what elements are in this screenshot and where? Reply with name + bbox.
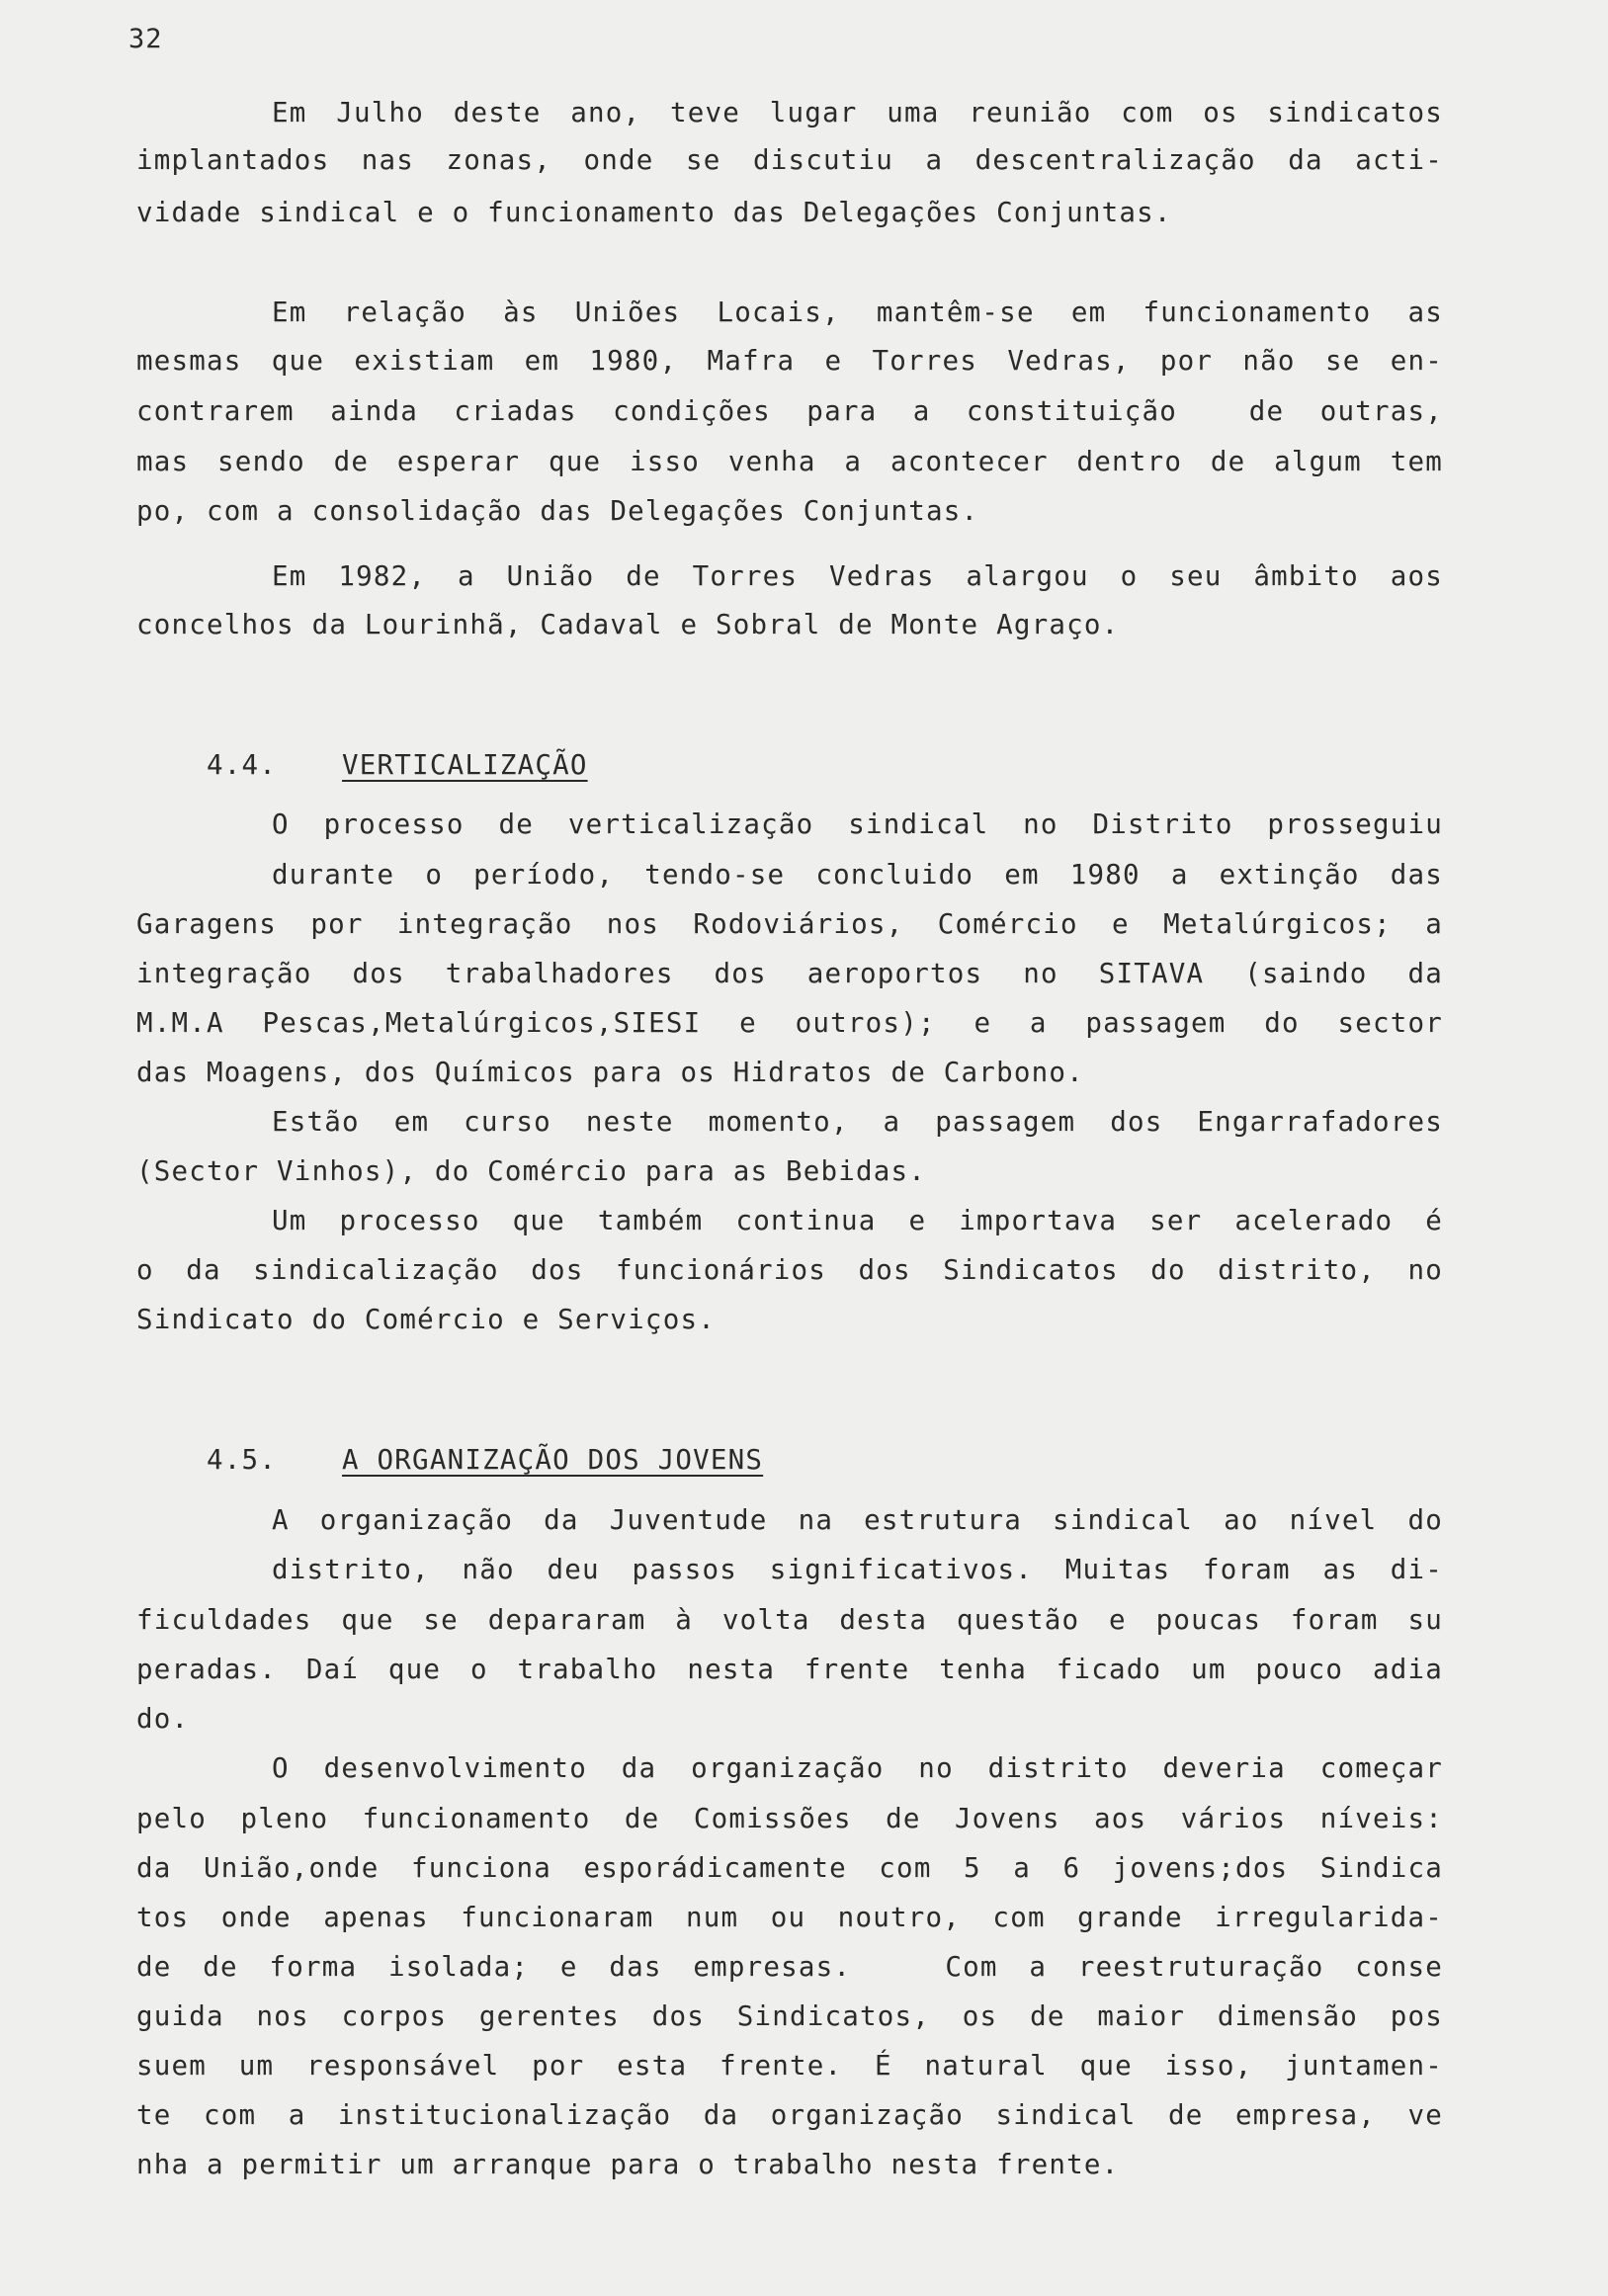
paragraph-1-line-2: implantados nas zonas, onde se discutiu a descentralização da acti- [136,144,1443,176]
section-number: 4.4. [207,749,278,781]
paragraph-6-line-2: o da sindicalização dos funcionários dos Sindicatos do distrito, no [136,1254,1443,1286]
paragraph-4-line-5: M.M.A Pescas,Metalúrgicos,SIESI e outros); e a passagem do sector [136,1007,1443,1039]
section-title: A ORGANIZAÇÃO DOS JOVENS [342,1444,764,1476]
paragraph-8-line-9: nha a permitir um arranque para o trabalho nesta frente. [136,2149,1120,2180]
paragraph-8-line-5: de de forma isolada; e das empresas. Com a reestruturação conse [136,1951,1443,1983]
paragraph-7-line-5: do. [136,1703,190,1735]
paragraph-6-line-1: Um processo que também continua e importava ser acelerado é [272,1205,1443,1236]
paragraph-8-line-8: te com a institucionalização da organização sindical de empresa, ve [136,2099,1443,2131]
paragraph-2-line-3: contrarem ainda criadas condições para a constituição de outras, [136,395,1443,427]
paragraph-6-line-3: Sindicato do Comércio e Serviços. [136,1304,716,1335]
paragraph-8-line-3: da União,onde funciona esporádicamente com 5 a 6 jovens;dos Sindica [136,1852,1443,1884]
paragraph-2-line-1: Em relação às Uniões Locais, mantêm-se em funcionamento as [272,297,1443,328]
paragraph-4-line-1: O processo de verticalização sindical no Distrito prosseguiu [272,808,1443,840]
paragraph-4-line-3: Garagens por integração nos Rodoviários, Comércio e Metalúrgicos; a [136,908,1443,940]
paragraph-4-line-4: integração dos trabalhadores dos aeroportos no SITAVA (saindo da [136,958,1443,989]
paragraph-3-line-2: concelhos da Lourinhã, Cadaval e Sobral de Monte Agraço. [136,609,1120,640]
paragraph-8-line-4: tos onde apenas funcionaram num ou noutro, com grande irregularida- [136,1902,1443,1933]
paragraph-8-line-1: O desenvolvimento da organização no distrito deveria começar [272,1752,1443,1784]
paragraph-4-line-2: durante o período, tendo-se concluido em 1980 a extinção das [272,859,1443,891]
paragraph-5-line-2: (Sector Vinhos), do Comércio para as Bebidas. [136,1155,927,1187]
paragraph-7-line-4: peradas. Daí que o trabalho nesta frente tenha ficado um pouco adia [136,1654,1443,1685]
paragraph-2-line-2: mesmas que existiam em 1980, Mafra e Torres Vedras, por não se en- [136,345,1443,377]
paragraph-7-line-1: A organização da Juventude na estrutura sindical ao nível do [272,1504,1443,1536]
paragraph-5-line-1: Estão em curso neste momento, a passagem dos Engarrafadores [272,1106,1443,1138]
paragraph-8-line-6: guida nos corpos gerentes dos Sindicatos, os de maior dimensão pos [136,2000,1443,2032]
page-number: 32 [128,24,163,54]
paragraph-7-line-3: ficuldades que se depararam à volta desta questão e poucas foram su [136,1604,1443,1636]
paragraph-3-line-1: Em 1982, a União de Torres Vedras alargou o seu âmbito aos [272,560,1443,592]
paragraph-4-line-6: das Moagens, dos Químicos para os Hidratos de Carbono. [136,1057,1084,1088]
paragraph-1-line-1: Em Julho deste ano, teve lugar uma reunião com os sindicatos [272,97,1443,128]
paragraph-8-line-7: suem um responsável por esta frente. É natural que isso, juntamen- [136,2050,1443,2082]
section-number: 4.5. [207,1444,278,1476]
paragraph-2-line-4: mas sendo de esperar que isso venha a acontecer dentro de algum tem [136,446,1443,477]
paragraph-8-line-2: pelo pleno funcionamento de Comissões de Jovens aos vários níveis: [136,1803,1443,1834]
paragraph-2-line-5: po, com a consolidação das Delegações Conjuntas. [136,495,979,527]
section-title: VERTICALIZAÇÃO [342,749,588,781]
paragraph-1-line-3: vidade sindical e o funcionamento das Delegações Conjuntas. [136,197,1172,228]
paragraph-7-line-2: distrito, não deu passos significativos. Muitas foram as di- [272,1554,1443,1585]
